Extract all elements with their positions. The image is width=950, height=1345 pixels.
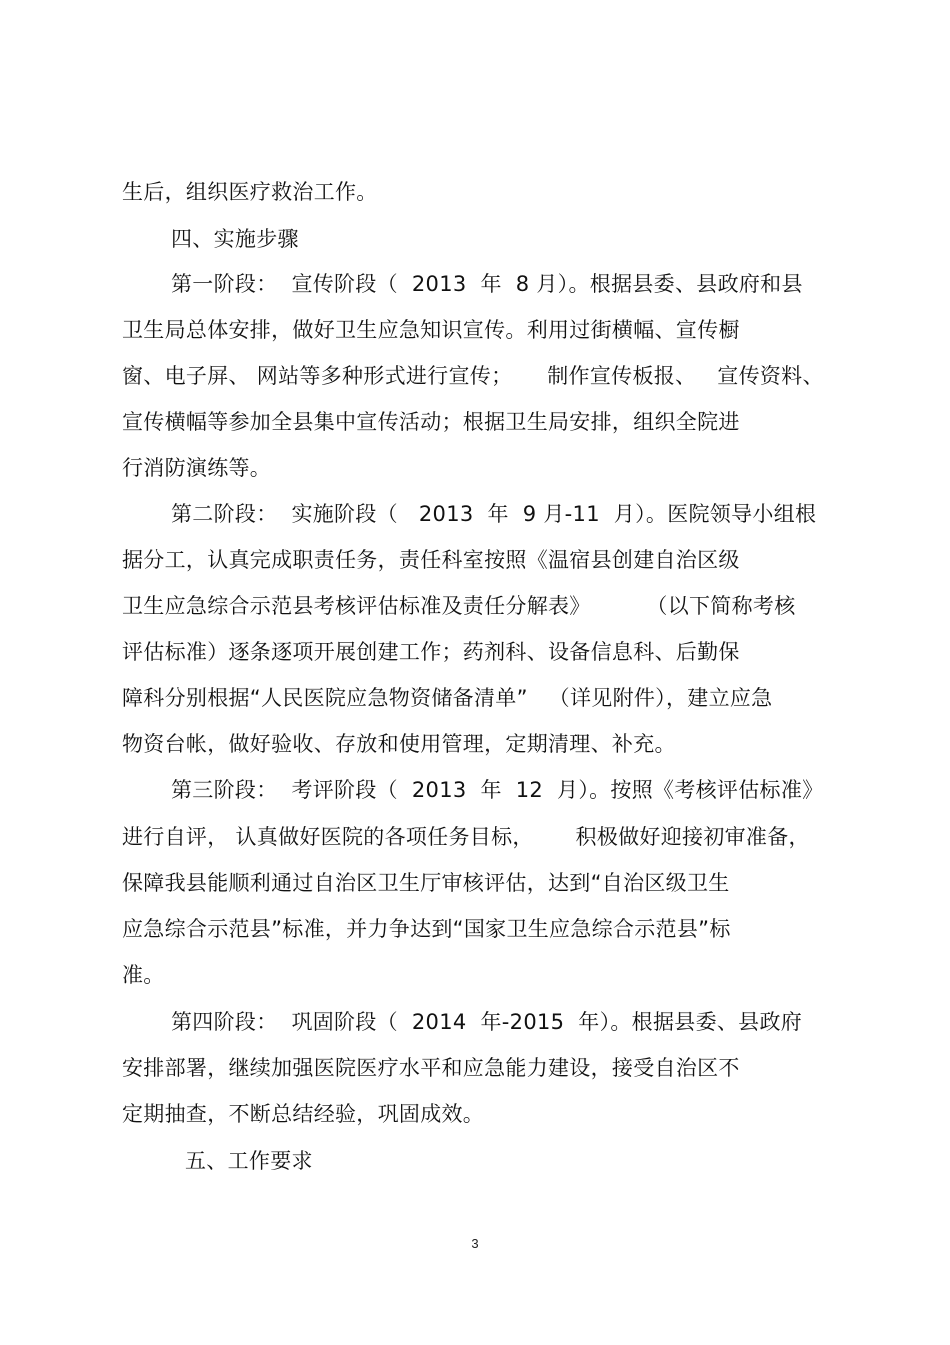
text-line: 障科分别根据“人民医院应急物资储备清单” （详见附件），建立应急 [122, 686, 773, 710]
text-line: 定期抽查，不断总结经验，巩固成效。 [122, 1102, 485, 1126]
text-line: 窗、电子屏、 网站等多种形式进行宣传； 制作宣传板报、 宣传资料、 [122, 364, 824, 388]
text-line: 安排部署，继续加强医院医疗水平和应急能力建设，接受自治区不 [122, 1056, 740, 1080]
text-line: 应急综合示范县”标准，并力争达到“国家卫生应急综合示范县”标 [122, 917, 731, 941]
page-number: 3 [471, 1236, 479, 1251]
text-line: 第二阶段： 实施阶段（ 2013 年 9 月-11 月）。医院领导小组根 [171, 502, 817, 526]
text-line: 生后，组织医疗救治工作。 [122, 180, 378, 204]
text-line: 卫生局总体安排，做好卫生应急知识宣传。利用过街横幅、宣传橱 [122, 318, 740, 342]
section-heading-work-requirements: 五、工作要求 [185, 1149, 313, 1173]
text-line: 第一阶段： 宣传阶段（ 2013 年 8 月）。根据县委、县政府和县 [171, 272, 803, 296]
text-line: 宣传横幅等参加全县集中宣传活动；根据卫生局安排，组织全院进 [122, 410, 740, 434]
text-line: 据分工，认真完成职责任务，责任科室按照《温宿县创建自治区级 [122, 548, 740, 572]
text-line: 进行自评， 认真做好医院的各项任务目标， 积极做好迎接初审准备， [122, 825, 810, 849]
text-line: 第三阶段： 考评阶段（ 2013 年 12 月）。按照《考核评估标准》 [171, 778, 824, 802]
text-line: 物资台帐，做好验收、存放和使用管理，定期清理、补充。 [122, 732, 676, 756]
text-line: 第四阶段： 巩固阶段（ 2014 年-2015 年）。根据县委、县政府 [171, 1010, 803, 1034]
section-heading-implementation-steps: 四、实施步骤 [171, 227, 299, 251]
text-line: 卫生应急综合示范县考核评估标准及责任分解表》 （以下简称考核 [122, 594, 796, 618]
text-line: 评估标准）逐条逐项开展创建工作；药剂科、设备信息科、后勤保 [122, 640, 740, 664]
text-line: 行消防演练等。 [122, 456, 272, 480]
text-line: 准。 [122, 963, 165, 987]
text-line: 保障我县能顺利通过自治区卫生厅审核评估，达到“自治区级卫生 [122, 871, 730, 895]
